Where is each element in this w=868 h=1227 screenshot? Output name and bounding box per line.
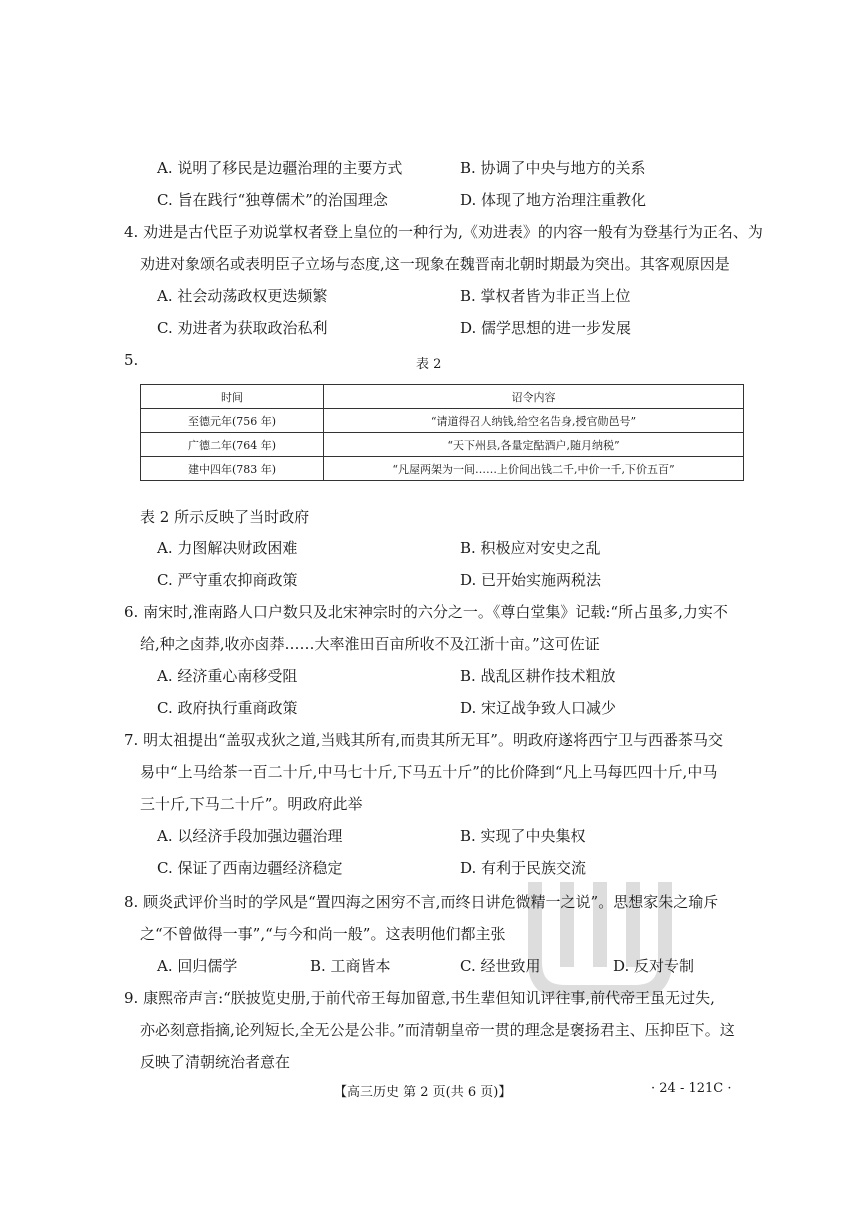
q4-option-d: D. 儒学思想的进一步发展	[460, 319, 632, 337]
table-cell-time: 至德元年(756 年)	[141, 409, 324, 433]
q6-option-b: B. 战乱区耕作技术粗放	[460, 667, 616, 685]
q5-option-d: D. 已开始实施两税法	[460, 571, 602, 589]
q7-option-b: B. 实现了中央集权	[460, 827, 586, 845]
q4-option-b: B. 掌权者皆为非正当上位	[460, 287, 631, 305]
q3-option-c: C. 旨在践行“独尊儒术”的治国理念	[157, 191, 388, 209]
q4-stem-line-1: 4. 劝进是古代臣子劝说掌权者登上皇位的一种行为,《劝进表》的内容一般有为登基行为正名、为	[124, 223, 763, 241]
q5-option-b: B. 积极应对安史之乱	[460, 539, 601, 557]
table-header-time: 时间	[141, 385, 324, 409]
q7-stem-line-3: 三十斤,下马二十斤”。明政府此举	[140, 795, 363, 813]
q5-option-a: A. 力图解决财政困难	[157, 539, 298, 557]
q5-option-c: C. 严守重农抑商政策	[157, 571, 298, 589]
table-cell-content: “天下州县,各量定酤酒户,随月纳税”	[324, 433, 744, 457]
q8-stem-line-1: 8. 顾炎武评价当时的学风是“置四海之困穷不言,而终日讲危微精一之说”。思想家朱之瑜斥	[124, 893, 719, 911]
q5-number: 5.	[124, 351, 139, 369]
q7-option-a: A. 以经济手段加强边疆治理	[157, 827, 343, 845]
q7-option-d: D. 有利于民族交流	[460, 859, 587, 877]
q9-stem-line-1: 9. 康熙帝声言:“朕披览史册,于前代帝王每加留意,书生辈但知讥评往事,前代帝王虽无过失,	[124, 989, 715, 1007]
q6-stem-line-2: 给,种之卤莽,收亦卤莽……大率淮田百亩所收不及江浙十亩。”这可佐证	[140, 635, 600, 653]
q8-option-a: A. 回归儒学	[157, 957, 238, 975]
q7-stem-line-1: 7. 明太祖提出“盖驭戎狄之道,当贱其所有,而贵其所无耳”。明政府遂将西宁卫与西番茶马交	[124, 731, 723, 749]
table-row	[141, 457, 744, 481]
q7-stem-line-2: 易中“上马给茶一百二十斤,中马七十斤,下马五十斤”的比价降到“凡上马每匹四十斤,中马	[140, 763, 718, 781]
table-caption: 表 2	[416, 357, 442, 372]
q6-option-a: A. 经济重心南移受阻	[157, 667, 298, 685]
q3-option-a: A. 说明了移民是边疆治理的主要方式	[157, 159, 403, 177]
table-header-content: 诏令内容	[324, 385, 744, 409]
q8-stem-line-2: 之“不曾做得一事”,“与今和尚一般”。这表明他们都主张	[140, 925, 506, 943]
table-cell-content: “请道得召人纳钱,给空名告身,授官勋邑号”	[324, 409, 744, 433]
q7-option-c: C. 保证了西南边疆经济稳定	[157, 859, 343, 877]
q6-option-d: D. 宋辽战争致人口减少	[460, 699, 617, 717]
table-row	[141, 433, 744, 457]
q4-option-c: C. 劝进者为获取政治私利	[157, 319, 328, 337]
q9-stem-line-3: 反映了清朝统治者意在	[140, 1053, 291, 1071]
q5-stem: 表 2 所示反映了当时政府	[140, 508, 310, 526]
table-cell-time: 广德二年(764 年)	[141, 433, 324, 457]
q9-stem-line-2: 亦必刻意指摘,论列短长,全无公是公非。”而清朝皇帝一贯的理念是褒扬君主、压抑臣下。这	[140, 1021, 735, 1039]
q8-option-d: D. 反对专制	[613, 957, 695, 975]
q8-option-c: C. 经世致用	[460, 957, 541, 975]
q8-option-b: B. 工商皆本	[310, 957, 391, 975]
q3-option-d: D. 体现了地方治理注重教化	[460, 191, 647, 209]
table-cell-time: 建中四年(783 年)	[141, 457, 324, 481]
q4-option-a: A. 社会动荡政权更迭频繁	[157, 287, 328, 305]
q6-option-c: C. 政府执行重商政策	[157, 699, 298, 717]
q4-stem-line-2: 劝进对象颂名或表明臣子立场与态度,这一现象在魏晋南北朝时期最为突出。其客观原因是	[140, 255, 730, 273]
footer-page-info: 【高三历史 第 2 页(共 6 页)】	[334, 1085, 512, 1100]
q6-stem-line-1: 6. 南宋时,淮南路人口户数只及北宋神宗时的六分之一。《尊白堂集》记载:“所占虽多,力实不	[124, 603, 728, 621]
table-row	[141, 409, 744, 433]
table-cell-content: “凡屋两架为一间……上价间出钱二千,中价一千,下价五百”	[324, 457, 744, 481]
footer-code: · 24 - 121C ·	[651, 1081, 732, 1096]
table-header-row	[141, 385, 744, 409]
edict-table	[140, 384, 744, 481]
q3-option-b: B. 协调了中央与地方的关系	[460, 159, 646, 177]
